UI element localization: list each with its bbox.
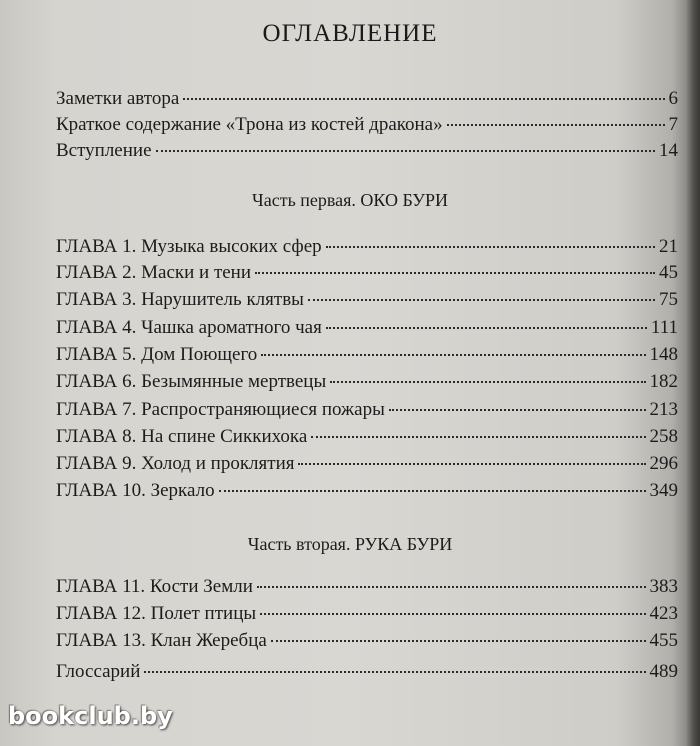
dot-leader: [326, 245, 655, 248]
toc-entry-chapter-8: [56, 424, 678, 450]
dot-leader: [260, 612, 645, 615]
entry-page: 7: [668, 114, 678, 135]
entry-page: 21: [659, 236, 678, 257]
dot-leader: [326, 326, 647, 329]
dot-leader: [389, 408, 646, 411]
toc-entry-summary: [56, 112, 678, 138]
entry-label: ГЛАВА 13. Клан Жеребца: [56, 630, 267, 651]
toc-entry-chapter-11: [56, 574, 678, 600]
toc-entry-author-notes: [56, 86, 678, 112]
entry-label: ГЛАВА 11. Кости Земли: [56, 576, 253, 597]
entry-label: ГЛАВА 1. Музыка высоких сфер: [56, 236, 322, 257]
entry-label: Глоссарий: [56, 661, 141, 682]
entry-label: ГЛАВА 7. Распространяющиеся пожары: [56, 399, 385, 420]
dot-leader: [257, 585, 646, 588]
dot-leader: [255, 271, 655, 274]
entry-page: 111: [650, 317, 678, 338]
entry-page: 182: [649, 371, 678, 392]
toc-entry-chapter-1: [56, 234, 678, 260]
entry-page: 45: [659, 262, 678, 283]
entry-page: 383: [649, 576, 678, 597]
toc-entry-introduction: [56, 138, 678, 164]
dot-leader: [219, 489, 646, 492]
entry-page: 6: [668, 88, 678, 109]
toc-entry-chapter-5: [56, 342, 678, 368]
entry-page: 455: [649, 630, 678, 651]
watermark-logo: bookclub.by: [8, 702, 173, 730]
dot-leader: [271, 639, 646, 642]
entry-label: ГЛАВА 6. Безымянные мертвецы: [56, 371, 327, 392]
toc-entry-chapter-3: [56, 287, 678, 313]
dot-leader: [144, 670, 645, 673]
page-edge-shadow: [686, 0, 700, 746]
entry-page: 14: [659, 140, 678, 161]
toc-entry-chapter-7: [56, 397, 678, 423]
dot-leader: [311, 435, 645, 438]
entry-page: 75: [659, 289, 678, 310]
entry-label: ГЛАВА 8. На спине Сиккихока: [56, 426, 308, 447]
toc-entry-chapter-10: [56, 478, 678, 504]
part-1-title: Часть первая. ОКО БУРИ: [252, 190, 448, 210]
toc-entry-chapter-9: [56, 451, 678, 477]
entry-label: Краткое содержание «Трона из костей дракона»: [56, 114, 443, 135]
entry-page: 296: [649, 453, 678, 474]
dot-leader: [447, 123, 665, 126]
toc-entry-chapter-2: [56, 260, 678, 286]
dot-leader: [330, 380, 645, 383]
entry-page: 489: [649, 661, 678, 682]
entry-page: 258: [649, 426, 678, 447]
toc-entry-chapter-13: [56, 628, 678, 654]
dot-leader: [183, 97, 664, 100]
toc-entry-glossary: [56, 659, 678, 685]
page-title: ОГЛАВЛЕНИЕ: [262, 20, 438, 47]
entry-page: 349: [649, 480, 678, 501]
entry-page: 213: [649, 399, 678, 420]
entry-label: ГЛАВА 9. Холод и проклятия: [56, 453, 295, 474]
entry-label: ГЛАВА 2. Маски и тени: [56, 262, 252, 283]
toc-entry-chapter-4: [56, 315, 678, 341]
entry-page: 148: [649, 344, 678, 365]
entry-label: ГЛАВА 5. Дом Поющего: [56, 344, 258, 365]
entry-label: ГЛАВА 12. Полет птицы: [56, 603, 257, 624]
toc-entry-chapter-6: [56, 369, 678, 395]
entry-label: Заметки автора: [56, 88, 180, 109]
part-2-title: Часть вторая. РУКА БУРИ: [247, 534, 453, 554]
dot-leader: [261, 353, 645, 356]
entry-label: Вступление: [56, 140, 152, 161]
entry-page: 423: [649, 603, 678, 624]
entry-label: ГЛАВА 10. Зеркало: [56, 480, 215, 501]
dot-leader: [308, 298, 655, 301]
dot-leader: [156, 149, 655, 152]
entry-label: ГЛАВА 4. Чашка ароматного чая: [56, 317, 322, 338]
entry-label: ГЛАВА 3. Нарушитель клятвы: [56, 289, 304, 310]
dot-leader: [298, 462, 645, 465]
toc-entry-chapter-12: [56, 601, 678, 627]
